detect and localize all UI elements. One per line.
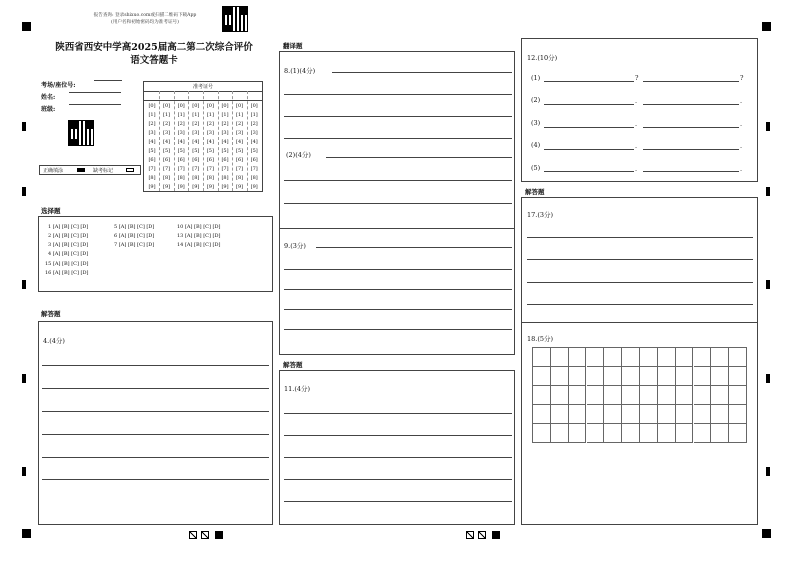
q12-dot: . <box>635 120 638 128</box>
answer-line[interactable] <box>544 104 634 105</box>
grid-cell[interactable] <box>587 348 605 367</box>
grid-cell[interactable] <box>622 405 640 424</box>
side-mark <box>22 374 26 383</box>
grid-cell[interactable] <box>694 424 712 443</box>
exam-digit-bubble[interactable]: [5] <box>250 148 258 154</box>
exam-digit-bubble[interactable]: [7] <box>250 166 258 172</box>
exam-digit-bubble[interactable]: [3] <box>221 130 229 136</box>
choice-row-1[interactable]: 1 [A] [B] [C] [D] <box>48 224 89 230</box>
q12-dot: . <box>740 142 743 150</box>
answer-line[interactable] <box>643 127 739 128</box>
grid-cell[interactable] <box>676 386 694 405</box>
choice-row-10[interactable]: 10 [A] [B] [C] [D] <box>177 224 221 230</box>
q9-answer-box[interactable] <box>279 229 515 355</box>
exam-number-title: 准考证号 <box>192 84 213 90</box>
app-qr-code <box>222 6 248 32</box>
grid-cell[interactable] <box>604 386 622 405</box>
exam-digit-bubble[interactable]: [7] <box>163 166 171 172</box>
answer-line[interactable] <box>527 282 753 283</box>
exam-digit-bubble[interactable]: [7] <box>177 166 185 172</box>
q4-answer-box[interactable] <box>38 321 273 525</box>
exam-digit-bubble[interactable]: [3] <box>163 130 171 136</box>
q4-label: 4.(4分) <box>43 337 65 345</box>
grid-cell[interactable] <box>587 367 605 386</box>
exam-digit-bubble[interactable]: [8] <box>250 175 258 181</box>
exam-digit-bubble[interactable]: [9] <box>148 184 156 190</box>
grid-cell[interactable] <box>551 386 569 405</box>
exam-digit-bubble[interactable]: [1] <box>192 112 200 118</box>
side-mark <box>766 374 770 383</box>
answer-line[interactable] <box>326 157 512 158</box>
grid-cell[interactable] <box>569 386 587 405</box>
q12-dot: . <box>740 120 743 128</box>
correct-fill-label: 正确填涂 <box>43 168 64 174</box>
exam-digit-bubble[interactable]: [2] <box>192 121 200 127</box>
q12-answer-box[interactable] <box>521 38 758 182</box>
exam-digit-bubble[interactable]: [4] <box>206 139 214 145</box>
correct-fill-icon <box>77 168 85 172</box>
grid-cell[interactable] <box>729 386 747 405</box>
answer-line[interactable] <box>284 289 512 290</box>
name-label: 姓名: <box>41 94 56 101</box>
exam-digit-bubble[interactable]: [0] <box>192 103 200 109</box>
writing-grid[interactable] <box>532 347 747 443</box>
side-mark <box>22 280 26 289</box>
grid-cell[interactable] <box>658 386 676 405</box>
grid-cell[interactable] <box>640 367 658 386</box>
grid-cell[interactable] <box>622 424 640 443</box>
grid-cell[interactable] <box>551 405 569 424</box>
left-answer-section-title: 解答题 <box>41 310 61 318</box>
q12-item-5: (5) <box>531 164 541 172</box>
exam-digit-bubble[interactable]: [6] <box>250 157 258 163</box>
exam-digit-bubble[interactable]: [9] <box>206 184 214 190</box>
grid-cell[interactable] <box>551 424 569 443</box>
grid-cell[interactable] <box>622 386 640 405</box>
choice-row-5[interactable]: 5 [A] [B] [C] [D] <box>114 224 155 230</box>
answer-line[interactable] <box>284 203 512 204</box>
grid-cell[interactable] <box>658 424 676 443</box>
q12-mark-1b: ? <box>740 74 744 82</box>
grid-cell[interactable] <box>533 386 551 405</box>
exam-digit-bubble[interactable]: [0] <box>148 103 156 109</box>
answer-line[interactable] <box>284 116 512 117</box>
choice-row-13[interactable]: 13 [A] [B] [C] [D] <box>177 233 221 239</box>
side-mark <box>22 187 26 196</box>
q12-item-2: (2) <box>531 96 541 104</box>
side-mark <box>766 467 770 476</box>
answer-line[interactable] <box>284 501 512 502</box>
grid-cell[interactable] <box>676 405 694 424</box>
grid-cell[interactable] <box>676 348 694 367</box>
exam-digit-bubble[interactable]: [1] <box>221 112 229 118</box>
exam-digit-bubble[interactable]: [3] <box>250 130 258 136</box>
exam-digit-bubble[interactable]: [2] <box>163 121 171 127</box>
q12-dot: . <box>635 165 638 173</box>
corner-mark-tl <box>22 22 31 31</box>
q12-item-4: (4) <box>531 141 541 149</box>
exam-digit-bubble[interactable]: [9] <box>250 184 258 190</box>
side-mark <box>766 280 770 289</box>
page-mark-right <box>466 531 506 541</box>
fill-legend <box>39 165 141 175</box>
grid-cell[interactable] <box>587 405 605 424</box>
answer-line[interactable] <box>42 457 269 458</box>
exam-digit-bubble[interactable]: [5] <box>163 148 171 154</box>
choice-row-3[interactable]: 3 [A] [B] [C] [D] <box>48 242 89 248</box>
grid-cell[interactable] <box>533 424 551 443</box>
q12-mark-1a: ? <box>635 74 639 82</box>
exam-digit-bubble[interactable]: [1] <box>148 112 156 118</box>
q12-dot: . <box>635 97 638 105</box>
grid-cell[interactable] <box>711 348 729 367</box>
choice-row-14[interactable]: 14 [A] [B] [C] [D] <box>177 242 221 248</box>
exam-digit-bubble[interactable]: [1] <box>236 112 244 118</box>
grid-cell[interactable] <box>587 424 605 443</box>
side-mark <box>22 122 26 131</box>
q12-dot: . <box>635 142 638 150</box>
page-title: 陕西省西安中学高2025届高二第二次综合评价 <box>55 42 253 53</box>
side-mark <box>22 467 26 476</box>
exam-digit-bubble[interactable]: [8] <box>177 175 185 181</box>
exam-digit-bubble[interactable]: [0] <box>177 103 185 109</box>
grid-cell[interactable] <box>640 424 658 443</box>
grid-cell[interactable] <box>640 348 658 367</box>
q12-dot: . <box>740 97 743 105</box>
answer-line[interactable] <box>284 457 512 458</box>
class-field[interactable] <box>41 96 136 113</box>
exam-digit-bubble[interactable]: [5] <box>177 148 185 154</box>
q11-label: 11.(4分) <box>284 385 311 393</box>
q12-label: 12.(10分) <box>527 54 558 62</box>
choice-row-4[interactable]: 4 [A] [B] [C] [D] <box>48 251 89 257</box>
grid-cell[interactable] <box>640 386 658 405</box>
q8-answer-box[interactable] <box>279 51 515 229</box>
exam-digit-bubble[interactable]: [6] <box>221 157 229 163</box>
exam-digit-bubble[interactable]: [7] <box>236 166 244 172</box>
answer-line[interactable] <box>42 388 269 389</box>
answer-line[interactable] <box>284 309 512 310</box>
answer-line[interactable] <box>643 149 739 150</box>
exam-digit-bubble[interactable]: [4] <box>250 139 258 145</box>
choice-section-title: 选择题 <box>41 207 61 215</box>
exam-digit-bubble[interactable]: [7] <box>148 166 156 172</box>
grid-cell[interactable] <box>622 348 640 367</box>
grid-cell[interactable] <box>604 367 622 386</box>
grid-cell[interactable] <box>729 367 747 386</box>
answer-line[interactable] <box>284 413 512 414</box>
grid-cell[interactable] <box>640 405 658 424</box>
exam-digit-bubble[interactable]: [4] <box>236 139 244 145</box>
exam-digit-bubble[interactable]: [5] <box>206 148 214 154</box>
choice-row-15[interactable]: 15 [A] [B] [C] [D] <box>45 261 89 267</box>
q9-label: 9.(3分) <box>284 242 306 250</box>
answer-line[interactable] <box>643 171 739 172</box>
corner-mark-tr <box>762 22 771 31</box>
grid-cell[interactable] <box>604 348 622 367</box>
exam-digit-bubble[interactable]: [4] <box>148 139 156 145</box>
grid-cell[interactable] <box>604 424 622 443</box>
grid-cell[interactable] <box>622 367 640 386</box>
exam-digit-bubble[interactable]: [4] <box>177 139 185 145</box>
grid-cell[interactable] <box>711 367 729 386</box>
answer-line[interactable] <box>527 304 753 305</box>
exam-digit-bubble[interactable]: [9] <box>221 184 229 190</box>
side-mark <box>766 187 770 196</box>
q8-2-label: (2)(4分) <box>286 151 311 159</box>
class-label: 班级: <box>41 106 56 113</box>
exam-digit-bubble[interactable]: [4] <box>192 139 200 145</box>
exam-digit-bubble[interactable]: [4] <box>163 139 171 145</box>
exam-digit-bubble[interactable]: [2] <box>148 121 156 127</box>
right-answer-section-title: 解答题 <box>525 188 545 196</box>
grid-cell[interactable] <box>569 405 587 424</box>
exam-digit-bubble[interactable]: [1] <box>163 112 171 118</box>
exam-digit-bubble[interactable]: [8] <box>163 175 171 181</box>
seat-field[interactable] <box>41 72 136 89</box>
page-mark-left <box>189 531 229 541</box>
exam-digit-bubble[interactable]: [0] <box>250 103 258 109</box>
student-qr-code <box>68 120 94 146</box>
grid-cell[interactable] <box>694 405 712 424</box>
grid-cell[interactable] <box>569 367 587 386</box>
answer-line[interactable] <box>544 171 634 172</box>
exam-digit-bubble[interactable]: [6] <box>163 157 171 163</box>
choice-row-7[interactable]: 7 [A] [B] [C] [D] <box>114 242 155 248</box>
grid-cell[interactable] <box>676 424 694 443</box>
answer-line[interactable] <box>284 94 512 95</box>
answer-line[interactable] <box>284 180 512 181</box>
choice-row-6[interactable]: 6 [A] [B] [C] [D] <box>114 233 155 239</box>
mid-answer-section-title: 解答题 <box>283 361 303 369</box>
translation-section-title: 翻译题 <box>283 42 303 50</box>
exam-digit-bubble[interactable]: [0] <box>163 103 171 109</box>
grid-cell[interactable] <box>551 367 569 386</box>
seat-label: 考场/座位号: <box>41 82 76 89</box>
exam-digit-bubble[interactable]: [8] <box>192 175 200 181</box>
choice-row-2[interactable]: 2 [A] [B] [C] [D] <box>48 233 89 239</box>
q17-answer-box[interactable] <box>521 197 758 323</box>
exam-number-grid[interactable] <box>143 81 263 192</box>
grid-cell[interactable] <box>694 348 712 367</box>
exam-digit-bubble[interactable]: [2] <box>236 121 244 127</box>
exam-digit-bubble[interactable]: [7] <box>206 166 214 172</box>
grid-cell[interactable] <box>604 405 622 424</box>
answer-line[interactable] <box>544 81 634 82</box>
exam-digit-bubble[interactable]: [5] <box>192 148 200 154</box>
exam-digit-bubble[interactable]: [9] <box>236 184 244 190</box>
answer-line[interactable] <box>544 149 634 150</box>
missing-exam-label: 缺考标记 <box>93 168 114 174</box>
exam-digit-bubble[interactable]: [2] <box>177 121 185 127</box>
answer-line[interactable] <box>284 435 512 436</box>
choice-row-16[interactable]: 16 [A] [B] [C] [D] <box>45 270 89 276</box>
name-field[interactable] <box>41 84 136 101</box>
grid-cell[interactable] <box>658 367 676 386</box>
exam-digit-bubble[interactable]: [8] <box>221 175 229 181</box>
exam-digit-bubble[interactable]: [8] <box>236 175 244 181</box>
grid-cell[interactable] <box>569 424 587 443</box>
answer-line[interactable] <box>42 479 269 480</box>
q12-dot: . <box>740 165 743 173</box>
grid-cell[interactable] <box>533 367 551 386</box>
q12-item-1: (1) <box>531 74 541 82</box>
exam-digit-bubble[interactable]: [6] <box>236 157 244 163</box>
exam-digit-bubble[interactable]: [0] <box>236 103 244 109</box>
answer-line[interactable] <box>284 269 512 270</box>
grid-cell[interactable] <box>729 424 747 443</box>
exam-digit-bubble[interactable]: [7] <box>221 166 229 172</box>
grid-cell[interactable] <box>729 405 747 424</box>
grid-cell[interactable] <box>711 386 729 405</box>
report-hint-line2: (用户名和初始密码均为准考证号) <box>111 20 179 25</box>
grid-cell[interactable] <box>711 405 729 424</box>
answer-line[interactable] <box>643 104 739 105</box>
q8-1-label: 8.(1)(4分) <box>284 67 316 75</box>
choice-answer-box <box>38 216 273 292</box>
answer-line[interactable] <box>42 365 269 366</box>
exam-digit-bubble[interactable]: [2] <box>206 121 214 127</box>
exam-digit-bubble[interactable]: [0] <box>221 103 229 109</box>
exam-digit-bubble[interactable]: [3] <box>148 130 156 136</box>
exam-digit-bubble[interactable]: [1] <box>177 112 185 118</box>
grid-cell[interactable] <box>658 348 676 367</box>
grid-cell[interactable] <box>729 348 747 367</box>
exam-digit-bubble[interactable]: [1] <box>250 112 258 118</box>
page-subtitle: 语文答题卡 <box>130 55 178 66</box>
answer-line[interactable] <box>643 81 739 82</box>
exam-digit-bubble[interactable]: [6] <box>206 157 214 163</box>
grid-cell[interactable] <box>569 348 587 367</box>
exam-digit-bubble[interactable]: [3] <box>192 130 200 136</box>
q12-item-3: (3) <box>531 119 541 127</box>
exam-digit-bubble[interactable]: [9] <box>163 184 171 190</box>
exam-digit-bubble[interactable]: [0] <box>206 103 214 109</box>
answer-line[interactable] <box>527 237 753 238</box>
exam-digit-bubble[interactable]: [9] <box>192 184 200 190</box>
corner-mark-br <box>762 529 771 538</box>
answer-line[interactable] <box>284 479 512 480</box>
exam-digit-bubble[interactable]: [8] <box>148 175 156 181</box>
grid-cell[interactable] <box>676 367 694 386</box>
missing-exam-checkbox[interactable] <box>126 168 134 172</box>
answer-line[interactable] <box>332 72 512 73</box>
grid-cell[interactable] <box>551 348 569 367</box>
q18-answer-box[interactable] <box>521 322 758 525</box>
answer-line[interactable] <box>527 259 753 260</box>
exam-digit-bubble[interactable]: [3] <box>236 130 244 136</box>
exam-digit-bubble[interactable]: [5] <box>221 148 229 154</box>
q17-label: 17.(3分) <box>527 211 554 219</box>
answer-line[interactable] <box>42 434 269 435</box>
answer-line[interactable] <box>316 247 512 248</box>
grid-cell[interactable] <box>587 386 605 405</box>
exam-digit-bubble[interactable]: [1] <box>206 112 214 118</box>
exam-digit-bubble[interactable]: [5] <box>236 148 244 154</box>
report-hint-line1: 报告查询: 登录shixuo.com或扫描二维码下载App <box>93 13 197 18</box>
grid-cell[interactable] <box>711 424 729 443</box>
corner-mark-bl <box>22 529 31 538</box>
grid-cell[interactable] <box>694 386 712 405</box>
exam-digit-bubble[interactable]: [5] <box>148 148 156 154</box>
answer-line[interactable] <box>284 138 512 139</box>
exam-digit-bubble[interactable]: [9] <box>177 184 185 190</box>
grid-cell[interactable] <box>694 367 712 386</box>
exam-digit-bubble[interactable]: [4] <box>221 139 229 145</box>
exam-digit-bubble[interactable]: [6] <box>177 157 185 163</box>
grid-cell[interactable] <box>533 405 551 424</box>
answer-line[interactable] <box>284 329 512 330</box>
exam-digit-bubble[interactable]: [6] <box>192 157 200 163</box>
exam-digit-bubble[interactable]: [2] <box>221 121 229 127</box>
q18-label: 18.(5分) <box>527 335 554 343</box>
exam-digit-bubble[interactable]: [6] <box>148 157 156 163</box>
q11-answer-box[interactable] <box>279 370 515 525</box>
grid-cell[interactable] <box>658 405 676 424</box>
side-mark <box>766 122 770 131</box>
exam-digit-bubble[interactable]: [7] <box>192 166 200 172</box>
exam-digit-bubble[interactable]: [8] <box>206 175 214 181</box>
exam-digit-bubble[interactable]: [2] <box>250 121 258 127</box>
exam-digit-bubble[interactable]: [3] <box>177 130 185 136</box>
answer-line[interactable] <box>544 127 634 128</box>
answer-line[interactable] <box>42 411 269 412</box>
exam-digit-bubble[interactable]: [3] <box>206 130 214 136</box>
grid-cell[interactable] <box>533 348 551 367</box>
